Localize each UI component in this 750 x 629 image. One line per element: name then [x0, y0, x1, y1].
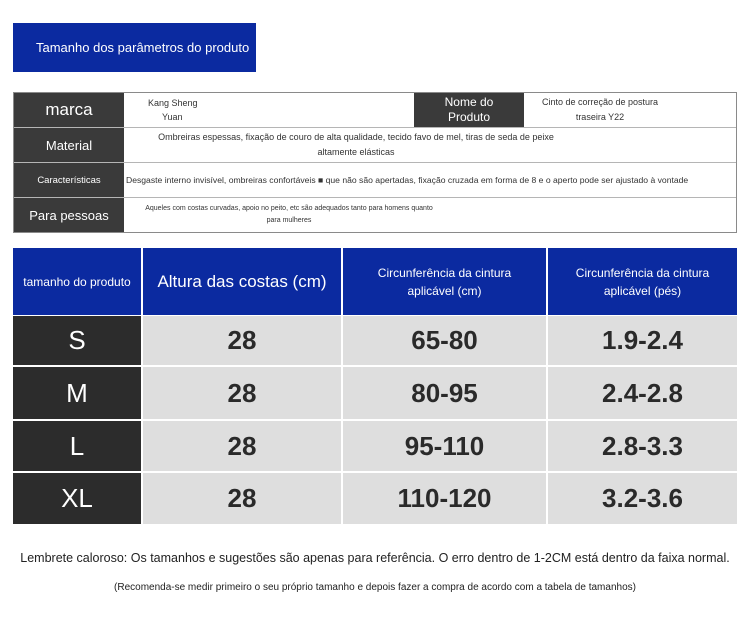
product-name-value [524, 93, 736, 127]
product-name-label [414, 93, 524, 127]
waist-cm-cell: 110-120 [343, 473, 546, 524]
material-line1: Ombreiras espessas, fixação de couro de alta qualidade, tecido favo de mel, tiras de seda de peixe [158, 132, 554, 142]
back-height-cell: 28 [143, 316, 341, 365]
product-name-label-text: Nome do Produto [444, 95, 494, 124]
waist-ft-cell: 1.9-2.4 [548, 316, 737, 365]
waist-cm-header: Circunferência da cintura aplicável (cm) [343, 248, 546, 315]
people-line1: Aqueles com costas curvadas, apoio no peito, etc são adequados tanto para homens quanto [145, 205, 433, 212]
waist-ft-cell: 2.4-2.8 [548, 367, 737, 419]
brand-value-line2: Yuan [162, 112, 183, 122]
back-height-header: Altura das costas (cm) [143, 248, 341, 315]
waist-cm-cell: 65-80 [343, 316, 546, 365]
size-cell: S [13, 316, 141, 365]
info-row-features [14, 163, 736, 198]
back-height-cell: 28 [143, 473, 341, 524]
size-header: tamanho do produto [13, 248, 141, 315]
product-info-table [13, 92, 737, 233]
waist-cm-cell: 95-110 [343, 421, 546, 471]
material-value [124, 128, 588, 162]
product-name-line2: traseira Y22 [575, 112, 625, 122]
features-label: Características [14, 163, 124, 197]
features-value: Desgaste interno invisível, ombreiras confortáveis ■ que não são apertadas, fixação cruzada em forma de 8 e o aperto pode ser ajustado à vontade [126, 175, 689, 185]
info-row-brand [14, 93, 736, 128]
size-cell: XL [13, 473, 141, 524]
back-height-cell: 28 [143, 367, 341, 419]
waist-ft-cell: 3.2-3.6 [548, 473, 737, 524]
info-row-material [14, 128, 736, 163]
people-line2: para mulheres [266, 217, 312, 224]
people-label: Para pessoas [14, 198, 124, 232]
waist-ft-header: Circunferência da cintura aplicável (pés) [548, 248, 737, 315]
recommendation-note: (Recomenda-se medir primeiro o seu próprio tamanho e depois fazer a compra de acordo com a tabela de tamanhos) [114, 582, 636, 593]
waist-ft-cell: 2.8-3.3 [548, 421, 737, 471]
size-cell: L [13, 421, 141, 471]
brand-label: marca [14, 93, 124, 127]
page-title: Tamanho dos parâmetros do produto [13, 23, 256, 72]
size-cell: M [13, 367, 141, 419]
material-line2: altamente elásticas [317, 147, 395, 157]
product-name-line1: Cinto de correção de postura [541, 97, 659, 107]
material-label: Material [14, 128, 124, 162]
brand-value [124, 93, 414, 127]
people-value [124, 198, 454, 232]
back-height-cell: 28 [143, 421, 341, 471]
brand-value-line1: Kang Sheng [148, 98, 198, 108]
waist-cm-cell: 80-95 [343, 367, 546, 419]
info-row-people [14, 198, 736, 232]
reminder-note: Lembrete caloroso: Os tamanhos e sugestões são apenas para referência. O erro dentro de 1-2CM está dentro da faixa normal. [20, 551, 730, 565]
